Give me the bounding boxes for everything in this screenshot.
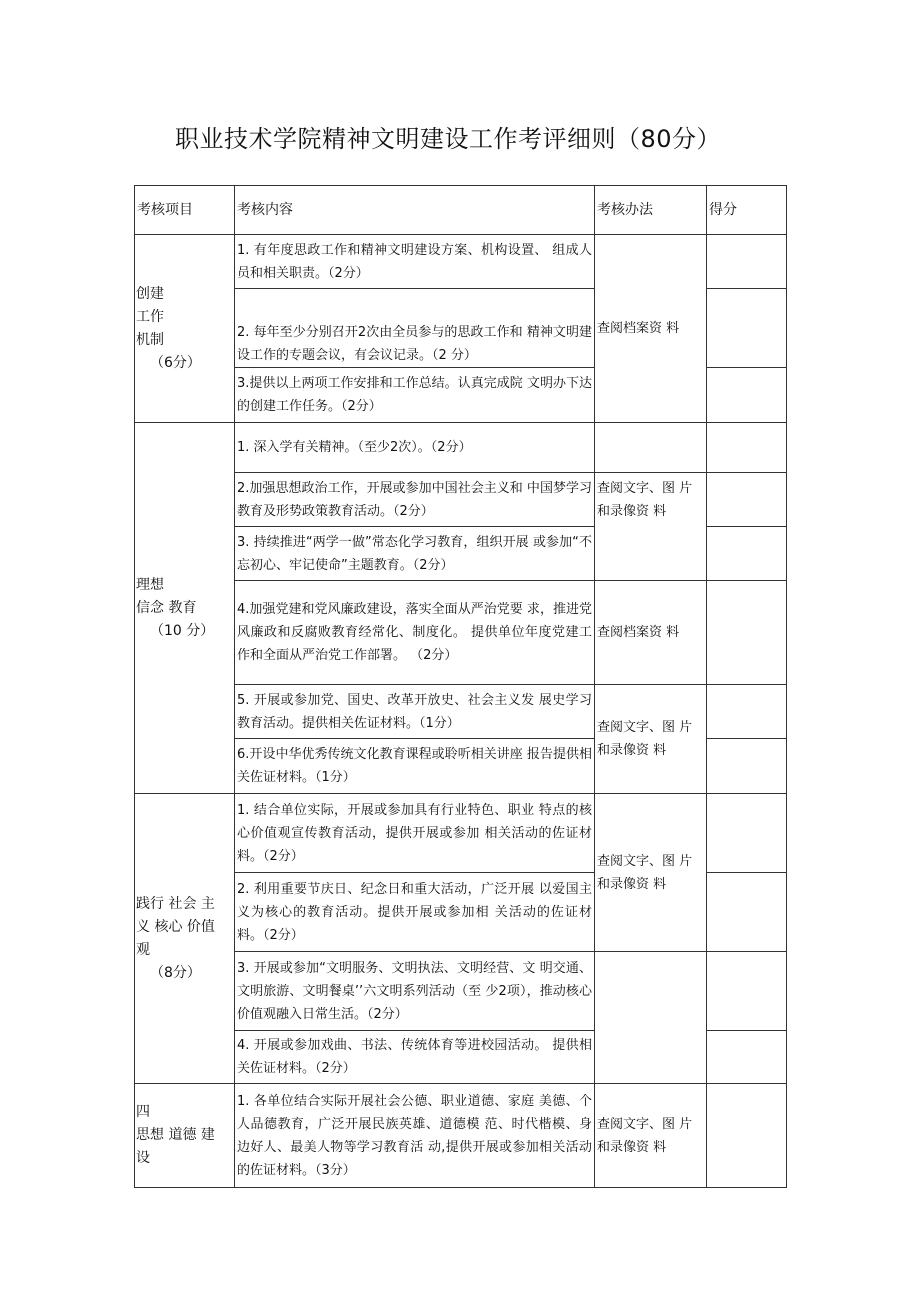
category-line: 信念 教育	[136, 599, 197, 616]
content-cell: 2.加强思想政治工作，开展或参加中国社会主义和 中国梦学习教育及形势政策教育活动。（2分）	[235, 473, 595, 527]
category-line: 观	[136, 941, 150, 958]
content-cell: 4.加强党建和党风廉政建设，落实全面从严治党要 求，推进党风廉政和反腐败教育经常化、制度化。 提供单位年度党建工作和全面从严治党工作部署。 （2分）	[235, 581, 595, 685]
method-cell: 查阅文字、图 片和录像资 料	[595, 685, 707, 794]
score-cell[interactable]	[707, 235, 787, 289]
score-cell[interactable]	[707, 1084, 787, 1188]
header-content: 考核内容	[235, 186, 595, 235]
content-cell: 4. 开展或参加戏曲、书法、传统体育等进校园活动。 提供相关佐证材料。（2分）	[235, 1031, 595, 1084]
category-line: 义 核心 价值	[136, 918, 215, 935]
header-method: 考核办法	[595, 186, 707, 235]
table-header-row	[135, 186, 787, 235]
method-cell: 查阅文字、图 片和录像资 料	[595, 1084, 707, 1188]
table-row	[135, 423, 787, 473]
score-cell[interactable]	[707, 289, 787, 368]
content-cell: 5. 开展或参加党、国史、改革开放史、社会主义发 展史学习教育活动。提供相关佐证材料。（1分）	[235, 685, 595, 739]
method-cell: 查阅档案资 料	[595, 235, 707, 423]
method-cell: 查阅文字、图 片和录像资 料	[595, 473, 707, 581]
category-points: （6分）	[150, 354, 201, 371]
content-cell: 2. 每年至少分别召开2次由全员参与的思政工作和 精神文明建设工作的专题会议，有会议记录。（2 分）	[235, 289, 595, 368]
score-cell[interactable]	[707, 473, 787, 527]
method-cell	[595, 423, 707, 473]
category-line: 创建	[136, 285, 164, 302]
table-row	[135, 235, 787, 289]
score-cell[interactable]	[707, 527, 787, 581]
content-cell: 1. 深入学有关精神。（至少2次）。（2分）	[235, 423, 595, 473]
score-cell[interactable]	[707, 1031, 787, 1084]
content-cell: 3.提供以上两项工作安排和工作总结。认真完成院 文明办下达的创建工作任务。（2分）	[235, 368, 595, 423]
content-cell: 1. 有年度思政工作和精神文明建设方案、机构设置、 组成人员和相关职责。（2分）	[235, 235, 595, 289]
content-cell: 1. 各单位结合实际开展社会公德、职业道德、家庭 美德、个人品德教育，广泛开展民族英雄、道德模 范、时代楷模、身边好人、最美人物等学习教育活 动,提供开展或参加相关活动的佐证材料。（3分）	[235, 1084, 595, 1188]
category-line: 设	[136, 1150, 150, 1166]
category-points: （8分）	[150, 964, 201, 981]
score-cell[interactable]	[707, 794, 787, 873]
table-row	[135, 794, 787, 873]
content-cell: 2. 利用重要节庆日、纪念日和重大活动，广泛开展 以爱国主义为核心的教育活动。提供开展或参加相 关活动的佐证材料。（2分）	[235, 873, 595, 952]
method-cell	[595, 952, 707, 1084]
category-line: 理想	[136, 576, 164, 593]
category-cell	[135, 794, 235, 1084]
score-cell[interactable]	[707, 581, 787, 685]
header-score: 得分	[707, 186, 787, 235]
category-cell	[135, 235, 235, 423]
method-cell: 查阅文字、图 片和录像资 料	[595, 794, 707, 952]
evaluation-table	[134, 185, 787, 1188]
content-cell: 6.开设中华优秀传统文化教育课程或聆听相关讲座 报告提供相关佐证材料。（1分）	[235, 739, 595, 794]
score-cell[interactable]	[707, 873, 787, 952]
category-line: 践行 社会 主	[136, 895, 215, 912]
category-line: 思想 道德 建	[136, 1127, 215, 1143]
score-cell[interactable]	[707, 685, 787, 739]
score-cell[interactable]	[707, 368, 787, 423]
table-row	[135, 1084, 787, 1188]
score-cell[interactable]	[707, 952, 787, 1031]
score-cell[interactable]	[707, 739, 787, 794]
category-cell	[135, 423, 235, 794]
category-cell	[135, 1084, 235, 1188]
category-line: 四	[136, 1104, 150, 1120]
content-cell: 3. 开展或参加“文明服务、文明执法、文明经营、文 明交通、文明旅游、文明餐桌’’六文明系列活动（至 少2项），推动核心价值观融入日常生活。（2分）	[235, 952, 595, 1031]
header-item: 考核项目	[135, 186, 235, 235]
category-points: （10 分）	[150, 622, 215, 639]
score-cell[interactable]	[707, 423, 787, 473]
method-cell: 查阅档案资 料	[595, 581, 707, 685]
content-cell: 1. 结合单位实际，开展或参加具有行业特色、职业 特点的核心价值观宣传教育活动，提供开展或参加 相关活动的佐证材料。（2分）	[235, 794, 595, 873]
content-cell: 3. 持续推进“两学一做”常态化学习教育，组织开展 或参加“不忘初心、牢记使命”主题教育。（2分）	[235, 527, 595, 581]
category-line: 工作	[136, 308, 164, 325]
page-title: 职业技术学院精神文明建设工作考评细则（80分）	[174, 125, 722, 153]
category-line: 机制	[136, 331, 164, 348]
